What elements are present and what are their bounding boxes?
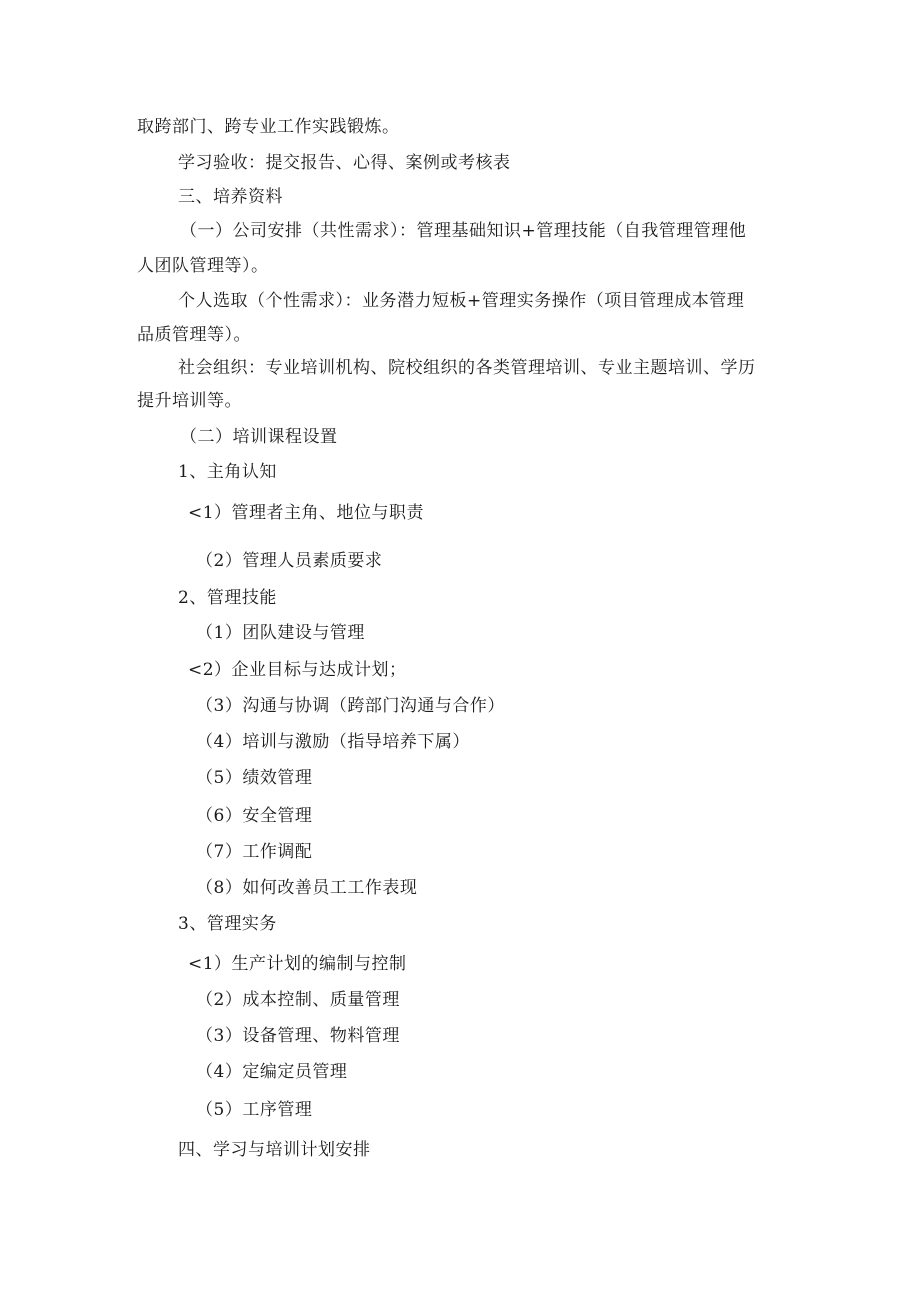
text-line: 品质管理等）。 <box>137 325 251 345</box>
text-line: 取跨部门、跨专业工作实践锻炼。 <box>137 117 400 137</box>
list-item: （4）培训与激励（指导培养下属） <box>196 732 470 752</box>
list-item: <1）生产计划的编制与控制 <box>188 954 407 974</box>
list-item: （8）如何改善员工工作表现 <box>196 878 418 898</box>
list-heading: 1、主角认知 <box>178 462 277 482</box>
list-item: （1）团队建设与管理 <box>196 623 365 643</box>
list-item: （6）安全管理 <box>196 806 313 826</box>
section-heading: 三、培养资料 <box>178 187 283 207</box>
list-item: （5）工序管理 <box>196 1100 313 1120</box>
list-item: <1）管理者主角、地位与职责 <box>188 503 425 523</box>
text-line: 个人选取（个性需求）：业务潜力短板+管理实务操作（项目管理成本管理 <box>178 291 745 311</box>
list-item: <2）企业目标与达成计划； <box>188 660 407 680</box>
text-line: 提升培训等。 <box>137 391 242 411</box>
list-item: （5）绩效管理 <box>196 768 313 788</box>
text-line: 社会组织：专业培训机构、院校组织的各类管理培训、专业主题培训、学历 <box>178 358 756 378</box>
list-item: （2）成本控制、质量管理 <box>196 990 400 1010</box>
section-heading: 四、学习与培训计划安排 <box>178 1140 371 1160</box>
list-item: （7）工作调配 <box>196 842 313 862</box>
list-item: （2）管理人员素质要求 <box>196 551 383 571</box>
subsection-heading: （二）培训课程设置 <box>180 427 338 447</box>
text-line: 学习验收：提交报告、心得、案例或考核表 <box>178 153 511 173</box>
list-item: （3）沟通与协调（跨部门沟通与合作） <box>196 696 505 716</box>
list-heading: 2、管理技能 <box>178 588 277 608</box>
text-line: 人团队管理等）。 <box>137 256 269 276</box>
list-heading: 3、管理实务 <box>178 914 277 934</box>
list-item: （3）设备管理、物料管理 <box>196 1026 400 1046</box>
text-line: （一）公司安排（共性需求）：管理基础知识+管理技能（自我管理管理他 <box>180 221 747 241</box>
list-item: （4）定编定员管理 <box>196 1062 348 1082</box>
